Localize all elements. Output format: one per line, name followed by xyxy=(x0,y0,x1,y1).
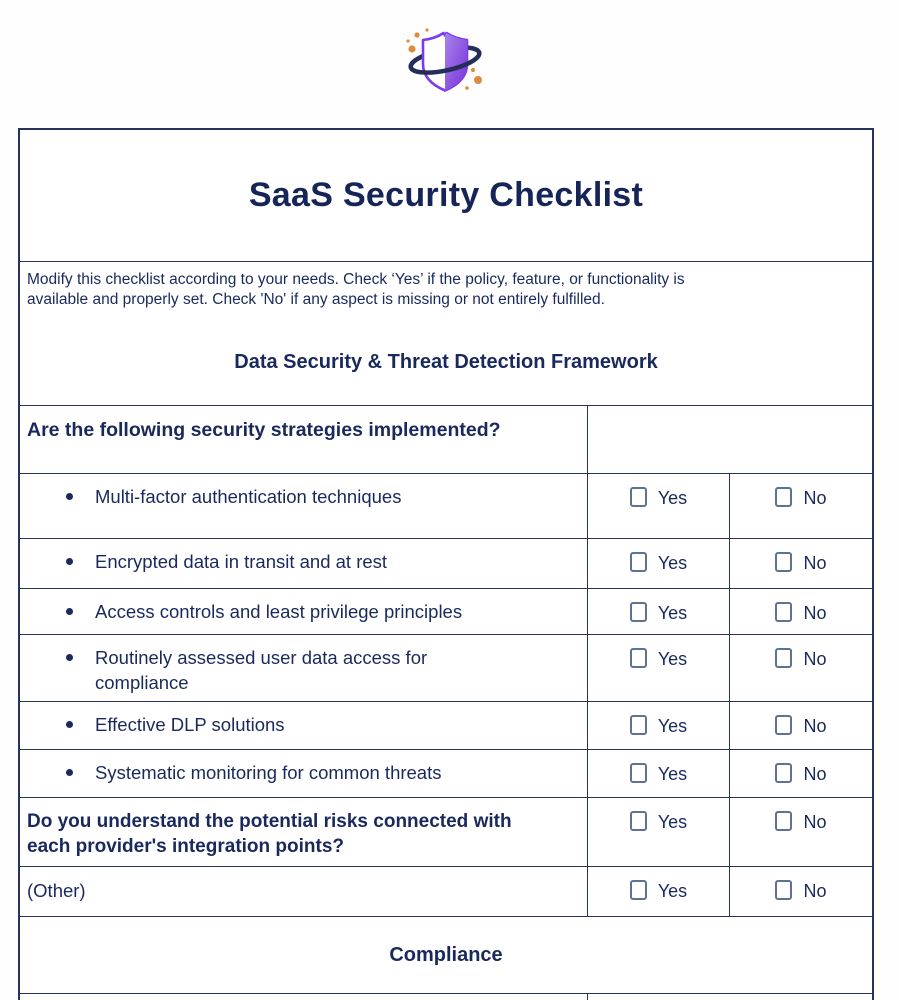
no-checkbox[interactable] xyxy=(775,715,792,735)
yes-checkbox[interactable] xyxy=(630,763,647,783)
section-heading-text: Compliance xyxy=(389,943,503,966)
row-text-line: Multi-factor authentication techniques xyxy=(95,486,402,507)
bullet-dot xyxy=(66,493,73,500)
checklist-row xyxy=(20,405,872,473)
section-heading-text: Data Security & Threat Detection Framework xyxy=(234,350,658,373)
no-cell xyxy=(729,867,872,916)
row-text-line: Access controls and least privilege principles xyxy=(95,601,463,622)
checklist-row xyxy=(20,797,872,866)
no-label: No xyxy=(803,716,827,736)
row-label xyxy=(95,712,285,749)
yes-checkbox[interactable] xyxy=(630,880,647,900)
no-cell xyxy=(729,589,872,634)
row-text-line: Do you understand the potential risks connected with xyxy=(27,811,512,832)
checklist-row xyxy=(20,588,872,634)
yes-checkbox[interactable] xyxy=(630,811,647,831)
checklist-row xyxy=(20,473,872,538)
row-label-cell xyxy=(20,994,587,1000)
row-label-cell xyxy=(20,798,587,866)
row-label xyxy=(95,549,387,588)
yes-cell xyxy=(587,750,729,797)
yes-cell xyxy=(587,474,729,538)
shield-right-half xyxy=(445,33,467,91)
sparkle-dot xyxy=(406,39,409,42)
row-label-cell xyxy=(20,635,587,701)
row-text-line: each provider's integration points? xyxy=(27,836,345,857)
no-checkbox[interactable] xyxy=(775,602,792,622)
checklist-row xyxy=(20,634,872,701)
row-label-cell xyxy=(20,474,587,538)
bullet-dot xyxy=(66,558,73,565)
yes-cell xyxy=(587,589,729,634)
no-label: No xyxy=(803,812,827,832)
title-row xyxy=(20,130,872,261)
yes-checkbox[interactable] xyxy=(630,715,647,735)
yes-cell xyxy=(587,702,729,749)
intro-line-1: Modify this checklist according to your needs. Check ‘Yes’ if the policy, feature, or functionality is xyxy=(27,271,685,288)
no-label: No xyxy=(803,553,827,573)
row-text-line: (Other) xyxy=(27,880,86,901)
empty-answer-cell xyxy=(587,994,872,1000)
checklist-row xyxy=(20,866,872,916)
bullet-dot xyxy=(66,654,73,661)
row-text-line: compliance xyxy=(95,672,189,693)
no-cell xyxy=(729,474,872,538)
no-checkbox[interactable] xyxy=(775,552,792,572)
yes-checkbox[interactable] xyxy=(630,552,647,572)
row-label-cell xyxy=(20,589,587,634)
row-label xyxy=(95,760,442,797)
row-label-cell xyxy=(20,702,587,749)
no-cell xyxy=(729,635,872,701)
sparkle-dot xyxy=(474,76,482,84)
intro-line-2: available and properly set. Check 'No' if any aspect is missing or not entirely fulfilled. xyxy=(27,291,605,308)
yes-cell xyxy=(587,635,729,701)
row-text-line: Systematic monitoring for common threats xyxy=(95,762,442,783)
no-cell xyxy=(729,798,872,866)
checklist-row xyxy=(20,749,872,797)
empty-answer-cell xyxy=(587,406,872,473)
row-text-line: Are the following security strategies implemented? xyxy=(27,419,501,441)
no-label: No xyxy=(803,649,827,669)
yes-checkbox[interactable] xyxy=(630,648,647,668)
yes-cell xyxy=(587,539,729,588)
yes-label: Yes xyxy=(657,603,688,623)
row-label-cell xyxy=(20,539,587,588)
row-label-cell xyxy=(20,867,587,916)
row-label xyxy=(95,484,401,538)
yes-label: Yes xyxy=(657,764,688,784)
no-cell xyxy=(729,539,872,588)
no-checkbox[interactable] xyxy=(775,811,792,831)
page-title: SaaS Security Checklist xyxy=(248,176,644,214)
sparkle-dot xyxy=(414,32,419,37)
checklist-table xyxy=(18,128,874,1000)
sparkle-dot xyxy=(465,86,469,90)
row-text-line: Encrypted data in transit and at rest xyxy=(95,551,388,572)
row-label-cell xyxy=(20,406,587,473)
intro-row xyxy=(20,261,872,319)
bullet-dot xyxy=(66,769,73,776)
yes-label: Yes xyxy=(657,553,688,573)
no-checkbox[interactable] xyxy=(775,763,792,783)
no-label: No xyxy=(803,881,827,901)
section-heading xyxy=(20,916,872,993)
row-label xyxy=(95,645,427,701)
checklist-row xyxy=(20,538,872,588)
shield-orbit-logo xyxy=(384,8,512,108)
row-label xyxy=(95,599,462,634)
yes-label: Yes xyxy=(657,812,688,832)
bullet-dot xyxy=(66,608,73,615)
yes-checkbox[interactable] xyxy=(630,487,647,507)
yes-cell xyxy=(587,798,729,866)
yes-label: Yes xyxy=(657,881,688,901)
yes-label: Yes xyxy=(657,488,688,508)
row-text-line: Effective DLP solutions xyxy=(95,714,285,735)
section-heading xyxy=(20,319,872,405)
sparkle-dot xyxy=(471,68,475,72)
no-label: No xyxy=(803,488,827,508)
bullet-dot xyxy=(66,721,73,728)
sparkle-dot xyxy=(408,45,415,52)
no-label: No xyxy=(803,764,827,784)
no-cell xyxy=(729,702,872,749)
next-row-partial xyxy=(20,993,872,1000)
yes-cell xyxy=(587,867,729,916)
no-checkbox[interactable] xyxy=(775,880,792,900)
checklist-row xyxy=(20,701,872,749)
sparkle-dot xyxy=(425,28,428,31)
no-checkbox[interactable] xyxy=(775,648,792,668)
no-cell xyxy=(729,750,872,797)
row-label-cell xyxy=(20,750,587,797)
yes-label: Yes xyxy=(657,649,688,669)
no-checkbox[interactable] xyxy=(775,487,792,507)
yes-checkbox[interactable] xyxy=(630,602,647,622)
no-label: No xyxy=(803,603,827,623)
yes-label: Yes xyxy=(657,716,688,736)
row-text-line: Routinely assessed user data access for xyxy=(95,647,428,668)
